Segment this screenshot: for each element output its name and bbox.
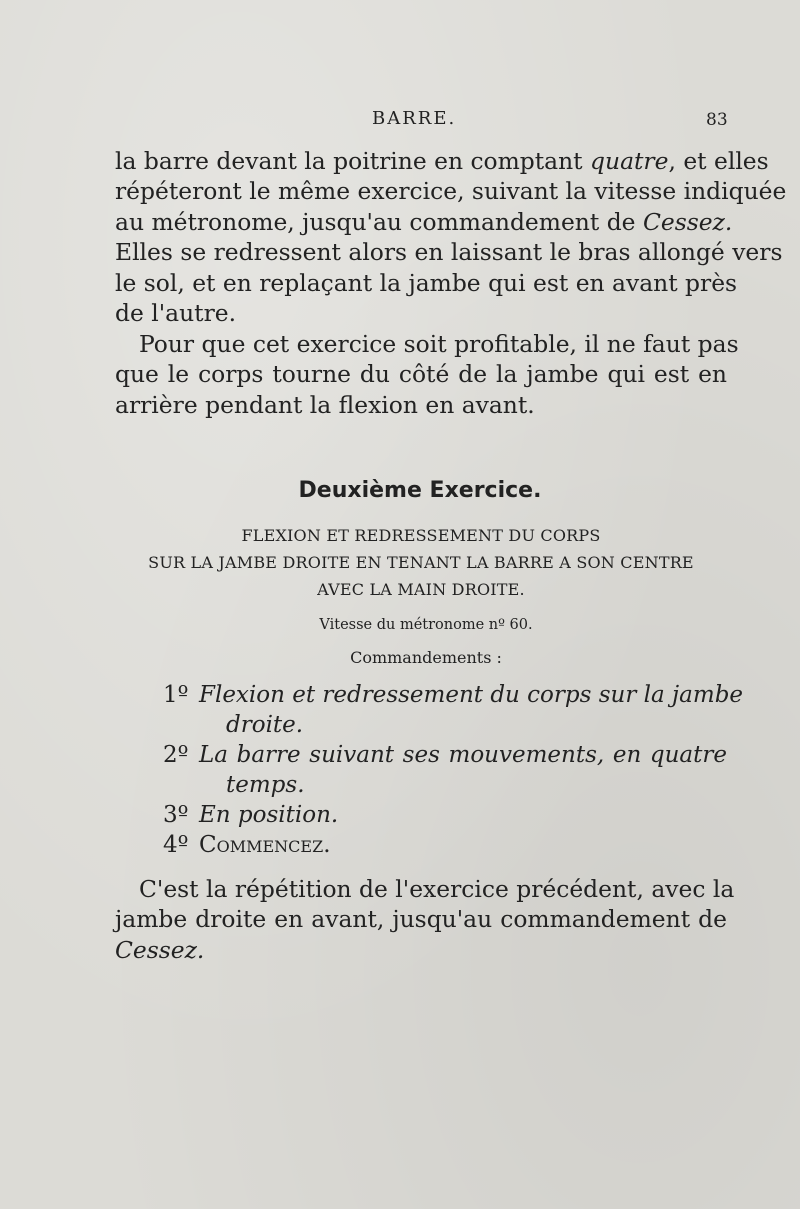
text-line: le sol, et en replaçant la jambe qui est en avant près — [115, 268, 738, 297]
command-number: 1º — [163, 682, 189, 708]
command-number: 3º — [163, 802, 189, 828]
text-line: Elles se redressent alors en laissant le bras allongé vers — [115, 238, 783, 267]
command-text: En position. — [199, 802, 339, 828]
paragraph-3 — [115, 874, 735, 965]
command-item — [163, 680, 744, 740]
command-text: Flexion et redressement du corps sur la jambe — [199, 682, 744, 708]
command-item — [163, 740, 727, 800]
page-number: 83 — [706, 110, 728, 130]
command-item — [163, 830, 727, 860]
command-line — [163, 740, 727, 770]
metronome-speed: Vitesse du métronome nº 60. — [319, 617, 533, 633]
text-line: jambe droite en avant, jusqu'au commandement de — [115, 905, 727, 934]
command-continuation: droite. — [226, 712, 304, 738]
text-line: Cessez. — [115, 935, 205, 964]
subheading-line: FLEXION ET REDRESSEMENT DU CORPS — [241, 526, 601, 545]
subheading-line: SUR LA JAMBE DROITE EN TENANT LA BARRE A SON CENTRE — [148, 553, 694, 572]
text-line: répéteront le même exercice, suivant la vitesse indiquée — [115, 177, 787, 206]
command-item — [163, 800, 727, 830]
text-line: C'est la répétition de l'exercice précédent, avec la — [139, 875, 735, 903]
subheading-line: AVEC LA MAIN DROITE. — [317, 580, 525, 599]
command-text: La barre suivant ses mouvements, en quatre — [199, 742, 727, 768]
section-title: Deuxième Exercice. — [298, 478, 542, 503]
text-line: arrière pendant la flexion en avant. — [115, 390, 535, 419]
paragraph-1 — [115, 146, 787, 328]
command-number: 2º — [163, 742, 189, 768]
commands-label: Commandements : — [350, 648, 502, 667]
command-continuation: temps. — [226, 772, 305, 798]
text-line: au métronome, jusqu'au commandement de Cessez. — [115, 207, 733, 236]
text-line: que le corps tourne du côté de la jambe qui est en — [115, 360, 727, 389]
text-line: la barre devant la poitrine en comptant quatre, et elles — [115, 147, 769, 175]
text-line: de l'autre. — [115, 299, 237, 328]
command-line — [163, 680, 744, 710]
command-text: Commencez. — [199, 832, 331, 858]
paragraph-2 — [115, 329, 739, 420]
text-line: Pour que cet exercice soit profitable, il ne faut pas — [139, 330, 739, 358]
command-number: 4º — [163, 832, 189, 858]
running-head: BARRE. — [372, 108, 457, 129]
